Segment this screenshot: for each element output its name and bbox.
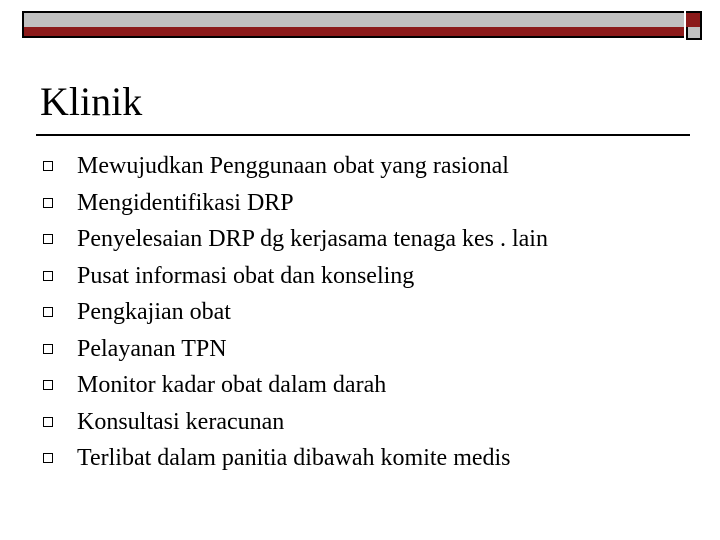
hollow-square-icon bbox=[43, 380, 53, 390]
bullet-text: Monitor kadar obat dalam darah bbox=[77, 372, 387, 399]
list-item bbox=[40, 404, 548, 441]
hollow-square-icon bbox=[43, 417, 53, 427]
bullet-text: Mengidentifikasi DRP bbox=[77, 189, 294, 216]
bullet-list bbox=[40, 148, 548, 477]
bullet-text: Pusat informasi obat dan konseling bbox=[77, 262, 415, 289]
hollow-square-icon bbox=[43, 234, 53, 244]
bullet-text: Pengkajian obat bbox=[77, 299, 231, 326]
hollow-square-icon bbox=[43, 271, 53, 281]
list-item bbox=[40, 294, 548, 331]
hollow-square-icon bbox=[43, 161, 53, 171]
bullet-text: Pelayanan TPN bbox=[77, 335, 227, 362]
list-item bbox=[40, 148, 548, 185]
hollow-square-icon bbox=[43, 307, 53, 317]
bullet-text: Terlibat dalam panitia dibawah komite medis bbox=[77, 445, 511, 472]
title-divider bbox=[36, 134, 690, 136]
list-item bbox=[40, 331, 548, 368]
hollow-square-icon bbox=[43, 198, 53, 208]
list-item bbox=[40, 258, 548, 295]
header-bar-grey bbox=[22, 11, 684, 27]
bullet-text: Penyelesaian DRP dg kerjasama tenaga kes . lain bbox=[77, 226, 548, 253]
list-item bbox=[40, 440, 548, 477]
bullet-text: Mewujudkan Penggunaan obat yang rasional bbox=[77, 153, 509, 180]
header-corner-red bbox=[686, 11, 702, 27]
header-bar-red bbox=[22, 27, 684, 38]
hollow-square-icon bbox=[43, 344, 53, 354]
bullet-text: Konsultasi keracunan bbox=[77, 408, 285, 435]
header-corner-grey bbox=[686, 27, 702, 40]
list-item bbox=[40, 221, 548, 258]
slide-title: Klinik bbox=[40, 79, 143, 124]
list-item bbox=[40, 185, 548, 222]
list-item bbox=[40, 367, 548, 404]
hollow-square-icon bbox=[43, 453, 53, 463]
